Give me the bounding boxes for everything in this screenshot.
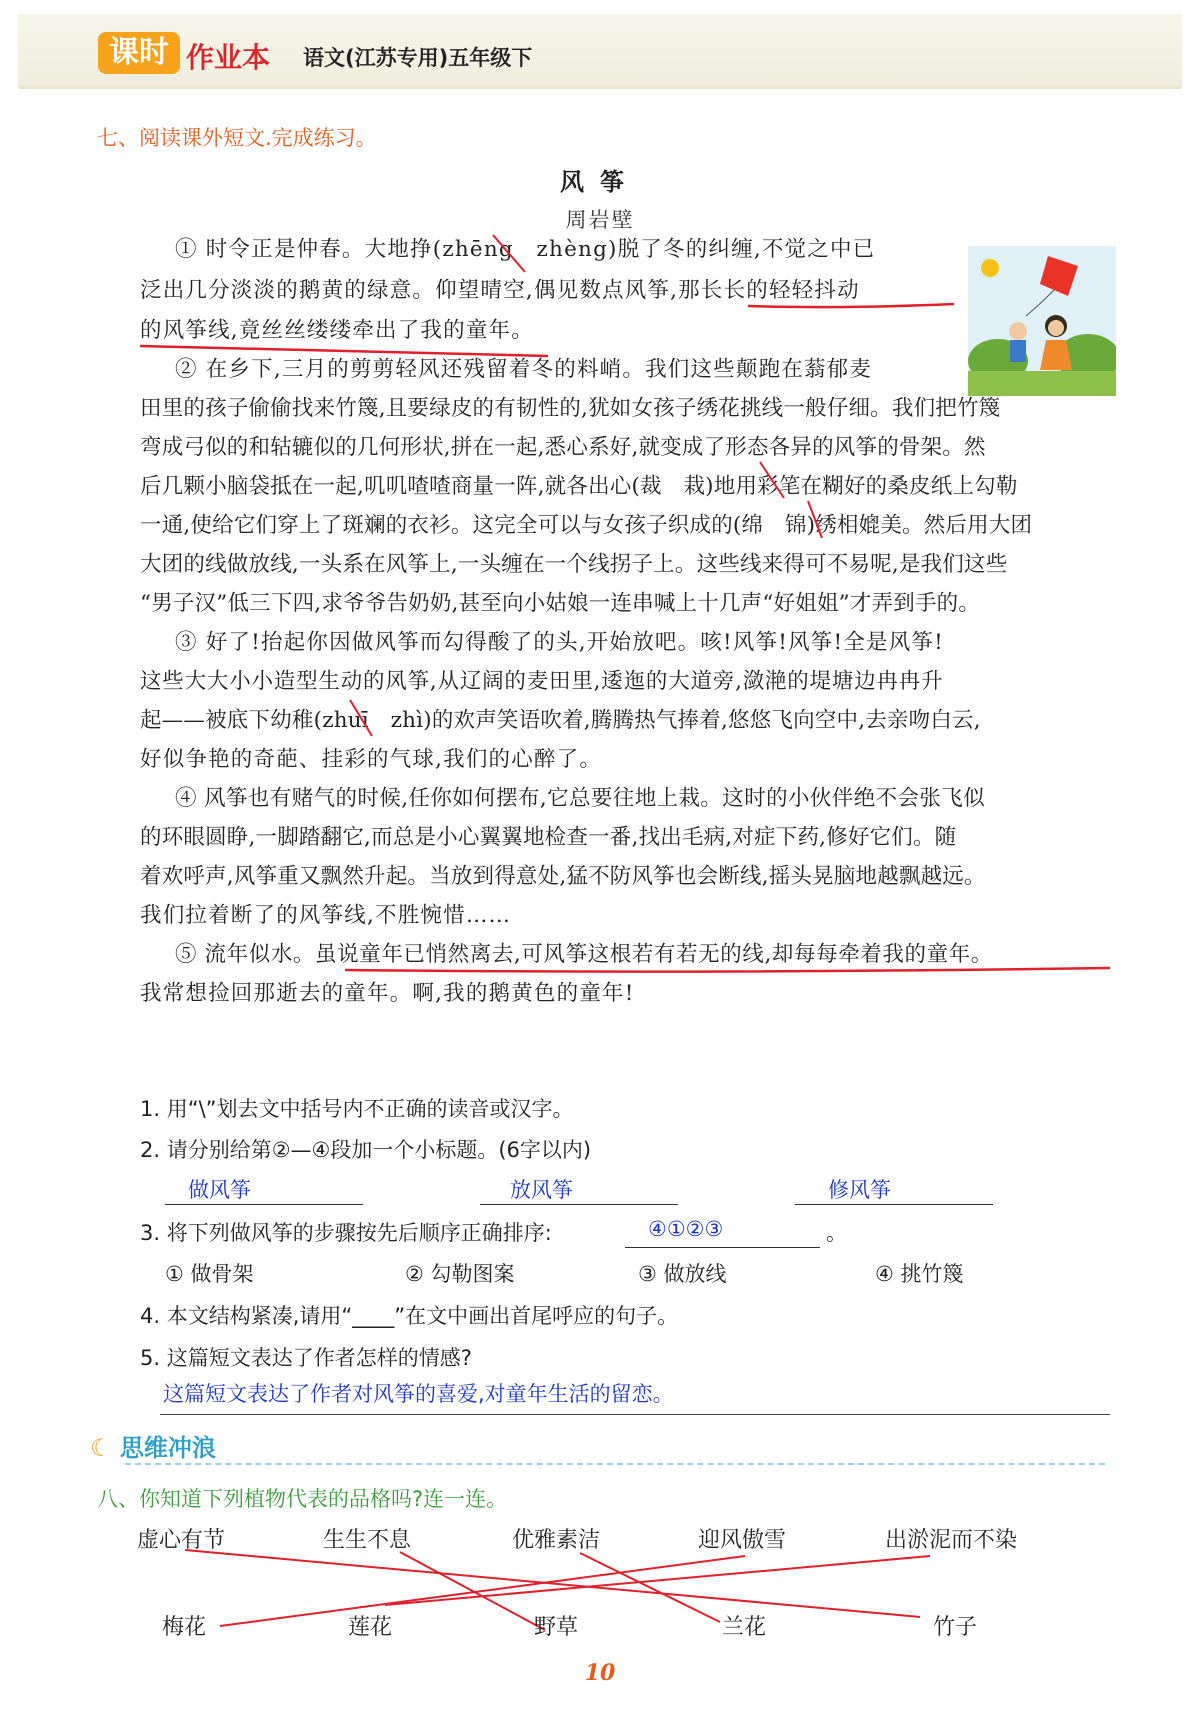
plant-item: 兰花 — [722, 1615, 767, 1640]
quality-item: 迎风傲雪 — [698, 1528, 787, 1553]
article-line: 大团的线做放线,一头系在风筝上,一头缠在一个线拐子上。这些线来得可不易呢,是我们这些 — [140, 552, 1008, 577]
q5-answer-line — [160, 1414, 1110, 1415]
article-line: 后几颗小脑袋抵在一起,叽叽喳喳商量一阵,就各出心(裁 栽)地用彩笔在糊好的桑皮纸上勾勒 — [140, 474, 1018, 499]
question-2: 2. 请分别给第②—④段加一个小标题。(6字以内) — [140, 1138, 592, 1162]
quality-item: 生生不息 — [323, 1528, 412, 1553]
article-line: 着欢呼声,风筝重又飘然升起。当放到得意处,猛不防风筝也会断线,摇头晃脑地越飘越远。 — [140, 864, 986, 889]
q2-blank-2 — [480, 1204, 678, 1205]
article-line: 这些大大小小造型生动的风筝,从辽阔的麦田里,逶迤的大道旁,潋滟的堤塘边冉冉升 — [140, 669, 944, 694]
plant-item: 梅花 — [162, 1615, 207, 1640]
section-divider — [125, 1463, 1105, 1465]
q2-answer-1: 做风筝 — [188, 1178, 251, 1202]
think-section-text: 思维冲浪 — [119, 1434, 216, 1462]
quality-item: 虚心有节 — [137, 1528, 226, 1553]
wave-icon: ☾ — [90, 1434, 112, 1462]
article-line: 泛出几分淡淡的鹅黄的绿意。仰望晴空,偶见数点风筝,那长长的轻轻抖动 — [140, 278, 860, 303]
article-line: 的风筝线,竟丝丝缕缕牵出了我的童年。 — [140, 318, 534, 343]
q3-blank — [625, 1247, 820, 1248]
logo: 课时 — [98, 32, 180, 74]
plant-item: 野草 — [534, 1615, 579, 1640]
article-line: ⑤ 流年似水。虽说童年已悄然离去,可风筝这根若有若无的线,却每每牵着我的童年。 — [175, 942, 993, 967]
quality-item: 优雅素洁 — [512, 1528, 601, 1553]
think-section-label — [90, 1428, 216, 1463]
q5-answer: 这篇短文表达了作者对风筝的喜爱,对童年生活的留恋。 — [163, 1382, 674, 1406]
q3-option: ② 勾勒图案 — [405, 1262, 515, 1286]
plant-item: 莲花 — [348, 1615, 393, 1640]
article-line: ③ 好了!抬起你因做风筝而勾得酸了的头,开始放吧。咳!风筝!风筝!全是风筝! — [175, 630, 944, 655]
article-line: 的环眼圆睁,一脚踏翻它,而总是小心翼翼地检查一番,找出毛病,对症下药,修好它们。随 — [140, 825, 957, 850]
book-title: 语文(江苏专用)五年级下 — [303, 46, 533, 70]
article-line: 我常想捡回那逝去的童年。啊,我的鹅黄色的童年! — [140, 981, 635, 1006]
q2-answer-3: 修风筝 — [828, 1178, 891, 1202]
plant-item: 竹子 — [933, 1615, 978, 1640]
article-line: ② 在乡下,三月的剪剪轻风还残留着冬的料峭。我们这些颠跑在蓊郁麦 — [175, 357, 873, 382]
article-line: 我们拉着断了的风筝线,不胜惋惜…… — [140, 903, 512, 928]
article-title: 风筝 — [560, 168, 640, 196]
article-line: 起——被底下幼稚(zhuī zhì)的欢声笑语吹着,腾腾热气捧着,悠悠飞向空中,去亲吻白云, — [140, 708, 981, 733]
q2-blank-3 — [795, 1204, 993, 1205]
question-4: 4. 本文结构紧凑,请用“____”在文中画出首尾呼应的句子。 — [140, 1304, 679, 1328]
q3-option: ④ 挑竹篾 — [875, 1262, 964, 1286]
article-line: 田里的孩子偷偷找来竹篾,且要绿皮的有韧性的,犹如女孩子绣花挑线一般仔细。我们把竹篾 — [140, 396, 1001, 421]
article-line: “男子汉”低三下四,求爷爷告奶奶,甚至向小姑娘一连串喊上十几声“好姐姐”才弄到手的。 — [140, 591, 981, 616]
q3-option: ① 做骨架 — [165, 1262, 254, 1286]
q3-end: 。 — [826, 1221, 847, 1245]
section-8-heading: 八、你知道下列植物代表的品格吗?连一连。 — [97, 1487, 508, 1511]
quality-item: 出淤泥而不染 — [885, 1528, 1018, 1553]
question-1: 1. 用“\”划去文中括号内不正确的读音或汉字。 — [140, 1097, 574, 1121]
article-line: ① 时令正是仲春。大地挣(zhēng zhèng)脱了冬的纠缠,不觉之中已 — [175, 237, 876, 262]
article-line: 一通,使给它们穿上了斑斓的衣衫。这完全可以与女孩子织成的(绵 锦)绣相媲美。然后用大团 — [140, 513, 1033, 538]
logo-text: 作业本 — [186, 41, 271, 74]
q2-blank-1 — [165, 1204, 363, 1205]
q3-option: ③ 做放线 — [638, 1262, 727, 1286]
article-line: 弯成弓似的和轱辘似的几何形状,拼在一起,悉心系好,就变成了形态各异的风筝的骨架。然 — [140, 435, 986, 460]
article-line: ④ 风筝也有赌气的时候,任你如何摆布,它总要往地上栽。这时的小伙伴绝不会张飞似 — [175, 786, 986, 811]
section-7-heading: 七、阅读课外短文.完成练习。 — [97, 126, 377, 150]
article-author: 周岩壁 — [565, 208, 635, 232]
q2-answer-2: 放风筝 — [510, 1178, 573, 1202]
page-number: 10 — [584, 1660, 616, 1686]
q3-answer: ④①②③ — [648, 1217, 724, 1241]
question-3: 3. 将下列做风筝的步骤按先后顺序正确排序: — [140, 1221, 552, 1245]
question-5: 5. 这篇短文表达了作者怎样的情感? — [140, 1346, 472, 1370]
article-line: 好似争艳的奇葩、挂彩的气球,我们的心醉了。 — [140, 747, 603, 772]
